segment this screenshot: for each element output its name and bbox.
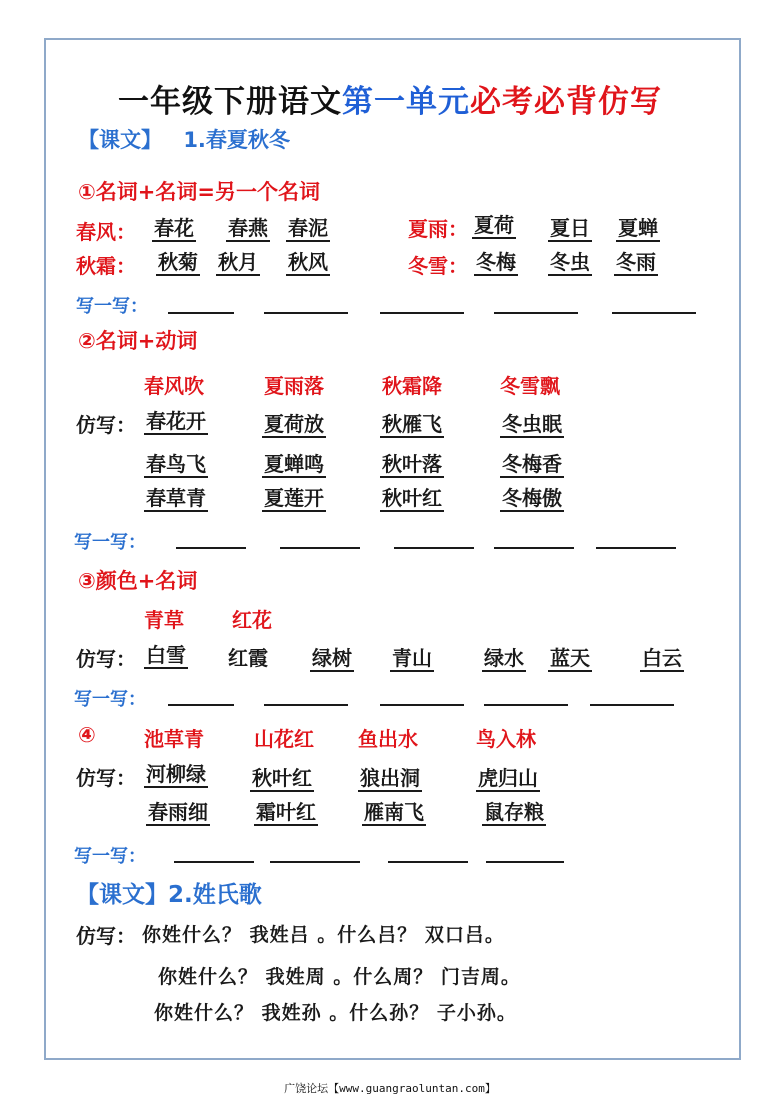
surname-line-2: 你姓什么？ 我姓周 。什么周？ 门吉周。 — [158, 966, 521, 988]
write-label-2: 写一写： — [74, 532, 146, 553]
fangxie-label-3: 仿写： — [76, 647, 136, 671]
word-chunyuxi: 春雨细 — [148, 800, 208, 824]
word-dongmei: 冬梅 — [476, 250, 516, 274]
word-chunniaofei: 春鸟飞 — [146, 452, 206, 476]
word-qiufeng: 秋风 — [288, 250, 328, 274]
blank-4-2[interactable] — [270, 861, 360, 863]
example-qingcao: 青草 — [144, 608, 184, 632]
blank-1-1[interactable] — [168, 312, 234, 314]
blank-2-3[interactable] — [394, 547, 474, 549]
blank-2-1[interactable] — [176, 547, 246, 549]
write-label-3: 写一写： — [74, 689, 146, 710]
title-part-1: 一年级下册语文 — [118, 84, 342, 120]
blank-4-4[interactable] — [486, 861, 564, 863]
word-chunhua: 春花 — [154, 216, 194, 240]
fangxie-label-4: 仿写： — [76, 766, 136, 790]
word-chunhuakai: 春花开 — [146, 409, 206, 433]
word-qiuyeluo: 秋叶落 — [382, 452, 442, 476]
word-lvshu: 绿树 — [312, 646, 352, 670]
blank-2-5[interactable] — [596, 547, 676, 549]
word-qingshan: 青山 — [392, 646, 432, 670]
footer-watermark: 广饶论坛【www.guangraoluntan.com】 — [284, 1082, 496, 1095]
section4-number: ④ — [78, 723, 96, 747]
lesson2-name: 2.姓氏歌 — [168, 882, 262, 908]
lesson1-heading — [78, 124, 290, 154]
example-chicaoqing: 池草青 — [144, 727, 204, 751]
blank-1-4[interactable] — [494, 312, 578, 314]
lesson2-heading — [76, 876, 262, 909]
word-xiahe: 夏荷 — [474, 213, 514, 237]
label-qiushuang: 秋霜： — [76, 254, 136, 278]
word-yannanfei: 雁南飞 — [364, 800, 424, 824]
blank-3-1[interactable] — [168, 704, 234, 706]
blank-4-3[interactable] — [388, 861, 468, 863]
word-qiuyanfei: 秋雁飞 — [382, 412, 442, 436]
section2-heading: ②名词+动词 — [78, 329, 198, 353]
blank-3-5[interactable] — [590, 704, 674, 706]
page-title — [0, 76, 780, 121]
word-shucunliang: 鼠存粮 — [484, 800, 544, 824]
word-chuncaoqing: 春草青 — [146, 486, 206, 510]
word-xiahefang: 夏荷放 — [264, 412, 324, 436]
word-dongchongmian: 冬虫眠 — [502, 412, 562, 436]
example-qiushuangjiang: 秋霜降 — [382, 374, 442, 398]
blank-3-2[interactable] — [264, 704, 348, 706]
word-langchudong: 狼出洞 — [360, 766, 420, 790]
example-yuchushui: 鱼出水 — [358, 727, 418, 751]
blank-2-2[interactable] — [280, 547, 360, 549]
fangxie-label-5: 仿写： — [76, 924, 136, 948]
word-huguishan: 虎归山 — [478, 766, 538, 790]
label-dongxue: 冬雪： — [408, 254, 468, 278]
example-chunfengchui: 春风吹 — [144, 374, 204, 398]
blank-1-3[interactable] — [380, 312, 464, 314]
word-lantian: 蓝天 — [550, 646, 590, 670]
word-dongmeixiang: 冬梅香 — [502, 452, 562, 476]
example-niaorulin: 鸟入林 — [476, 727, 536, 751]
section1-heading: ①名词+名词=另一个名词 — [78, 180, 320, 204]
word-qiuyehong: 秋叶红 — [382, 486, 442, 510]
surname-line-1: 你姓什么？ 我姓吕 。什么吕？ 双口吕。 — [142, 924, 505, 946]
word-chunyan: 春燕 — [228, 216, 268, 240]
blank-1-2[interactable] — [264, 312, 348, 314]
title-part-3: 必考必背仿写 — [470, 84, 662, 120]
blank-1-5[interactable] — [612, 312, 696, 314]
write-label-4: 写一写： — [74, 846, 146, 867]
label-chunfeng: 春风： — [76, 220, 136, 244]
surname-line-3: 你姓什么？ 我姓孙 。什么孙？ 子小孙。 — [154, 1002, 517, 1024]
word-qiuyue: 秋月 — [218, 250, 258, 274]
word-xialiankai: 夏莲开 — [264, 486, 324, 510]
title-part-2: 第一单元 — [342, 84, 470, 120]
example-xiayuluo: 夏雨落 — [264, 374, 324, 398]
example-dongxuepiao: 冬雪飘 — [500, 374, 560, 398]
word-dongyu: 冬雨 — [616, 250, 656, 274]
lesson1-label: 【课文】 — [78, 128, 162, 152]
word-dongchong: 冬虫 — [550, 250, 590, 274]
fangxie-label-2: 仿写： — [76, 413, 136, 437]
blank-2-4[interactable] — [494, 547, 574, 549]
word-baiyun: 白云 — [642, 646, 682, 670]
word-qiuju: 秋菊 — [158, 250, 198, 274]
word-baixue: 白雪 — [146, 643, 186, 667]
blank-3-3[interactable] — [380, 704, 464, 706]
word-xiachanming: 夏蝉鸣 — [264, 452, 324, 476]
lesson1-name: 1.春夏秋冬 — [183, 128, 290, 152]
example-honghua: 红花 — [232, 608, 272, 632]
lesson2-label: 【课文】 — [76, 882, 168, 908]
write-label-1: 写一写： — [76, 296, 148, 317]
word-shuangyehong: 霜叶红 — [256, 800, 316, 824]
word-qiuyehong-2: 秋叶红 — [252, 766, 312, 790]
word-lvshui: 绿水 — [484, 646, 524, 670]
word-heliulv: 河柳绿 — [146, 762, 206, 786]
blank-4-1[interactable] — [174, 861, 254, 863]
section3-heading: ③颜色+名词 — [78, 569, 198, 593]
word-xiari: 夏日 — [550, 216, 590, 240]
example-shanhuahong: 山花红 — [254, 727, 314, 751]
label-xiayu: 夏雨： — [408, 217, 468, 241]
word-dongmeiao: 冬梅傲 — [502, 486, 562, 510]
word-chunni: 春泥 — [288, 216, 328, 240]
word-hongxia: 红霞 — [228, 646, 268, 670]
word-xiachan: 夏蝉 — [618, 216, 658, 240]
blank-3-4[interactable] — [484, 704, 568, 706]
